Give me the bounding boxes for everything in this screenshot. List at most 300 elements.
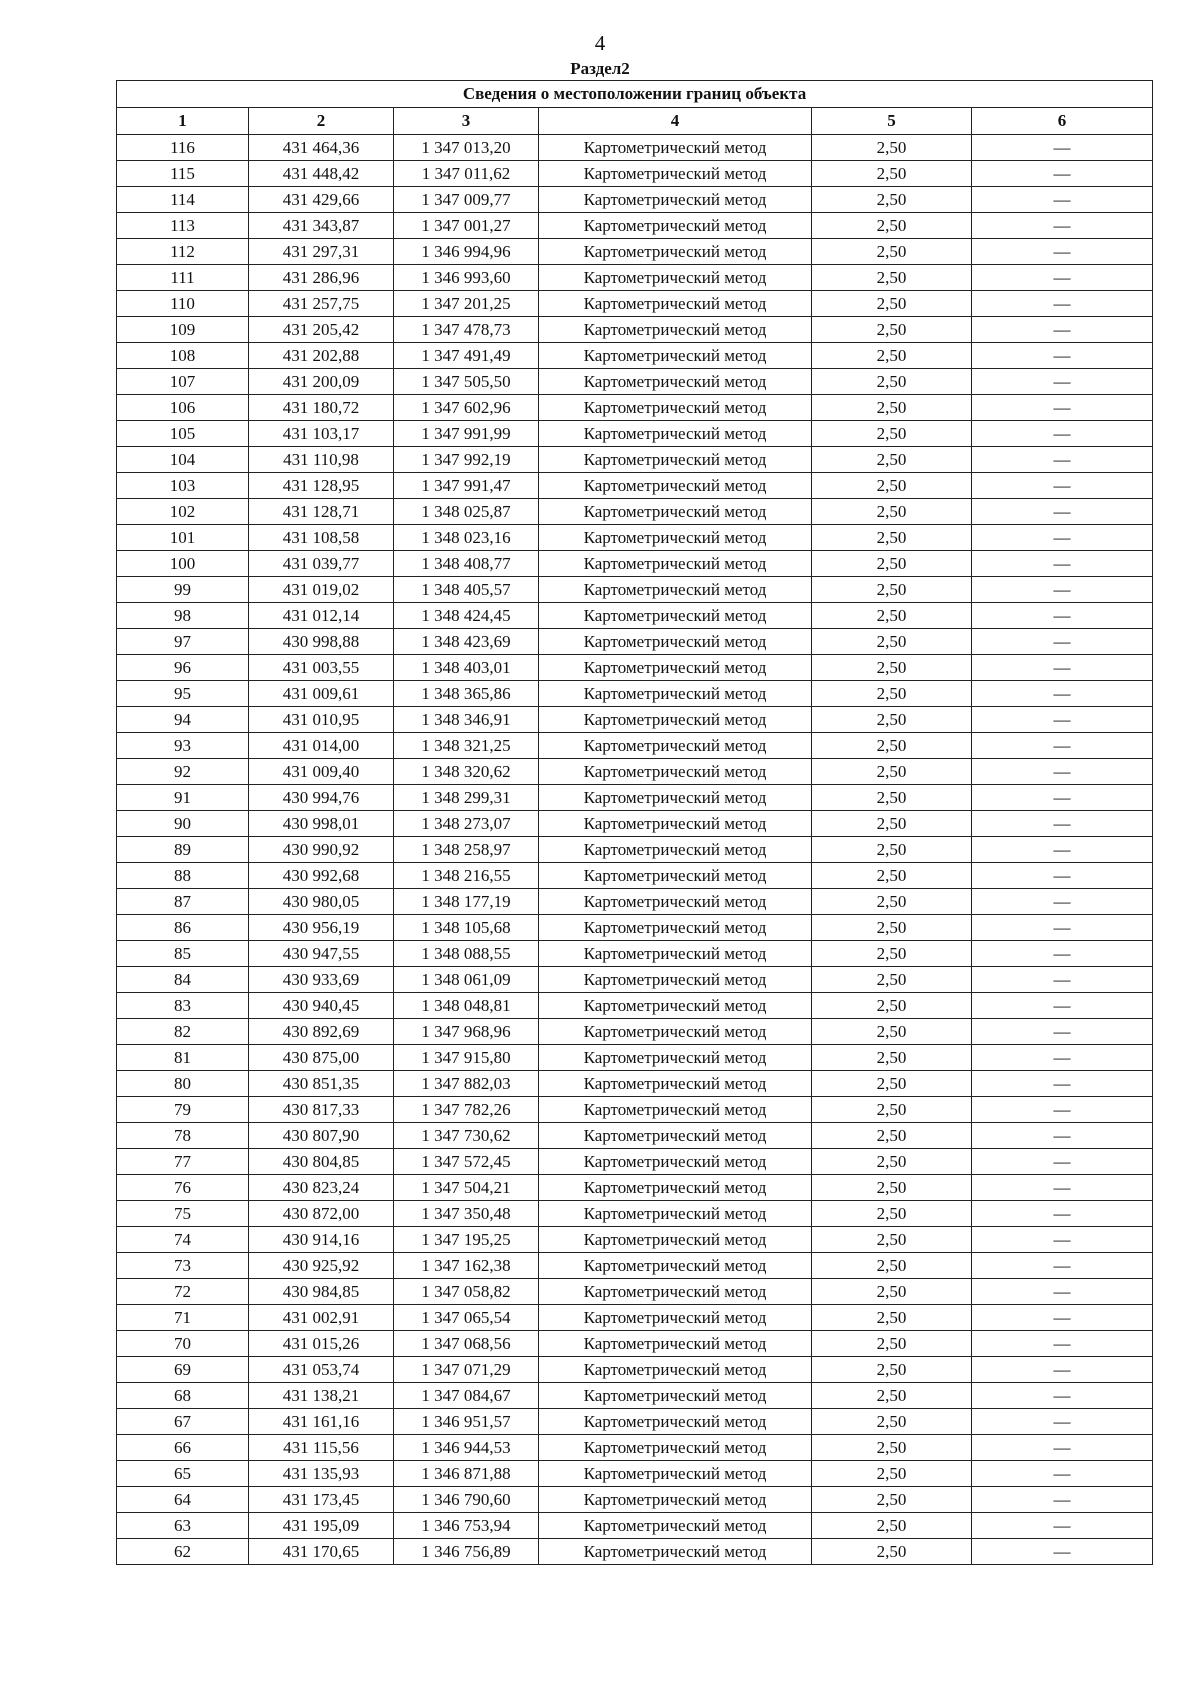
table-row (117, 135, 1153, 161)
accuracy-cell: 2,50 (812, 473, 972, 499)
method-cell: Картометрический метод (539, 239, 812, 265)
description-cell: — (972, 447, 1153, 473)
point-number-cell: 64 (117, 1487, 249, 1513)
y-coordinate-cell: 1 346 756,89 (394, 1539, 539, 1565)
y-coordinate-cell: 1 348 088,55 (394, 941, 539, 967)
accuracy-cell: 2,50 (812, 395, 972, 421)
method-cell: Картометрический метод (539, 629, 812, 655)
table-row (117, 785, 1153, 811)
point-number-cell: 108 (117, 343, 249, 369)
x-coordinate-cell: 430 980,05 (249, 889, 394, 915)
point-number-cell: 107 (117, 369, 249, 395)
description-cell: — (972, 1019, 1153, 1045)
table-caption-row (117, 81, 1153, 108)
table-row (117, 1461, 1153, 1487)
point-number-cell: 91 (117, 785, 249, 811)
accuracy-cell: 2,50 (812, 1123, 972, 1149)
description-cell: — (972, 629, 1153, 655)
description-cell: — (972, 1435, 1153, 1461)
accuracy-cell: 2,50 (812, 161, 972, 187)
point-number-cell: 80 (117, 1071, 249, 1097)
y-coordinate-cell: 1 347 882,03 (394, 1071, 539, 1097)
point-number-cell: 71 (117, 1305, 249, 1331)
y-coordinate-cell: 1 347 782,26 (394, 1097, 539, 1123)
point-number-cell: 72 (117, 1279, 249, 1305)
description-cell: — (972, 1409, 1153, 1435)
y-coordinate-cell: 1 346 994,96 (394, 239, 539, 265)
accuracy-cell: 2,50 (812, 291, 972, 317)
method-cell: Картометрический метод (539, 915, 812, 941)
accuracy-cell: 2,50 (812, 1227, 972, 1253)
table-row (117, 1279, 1153, 1305)
method-cell: Картометрический метод (539, 733, 812, 759)
y-coordinate-cell: 1 348 258,97 (394, 837, 539, 863)
x-coordinate-cell: 430 992,68 (249, 863, 394, 889)
table-row (117, 967, 1153, 993)
description-cell: — (972, 473, 1153, 499)
accuracy-cell: 2,50 (812, 1435, 972, 1461)
y-coordinate-cell: 1 348 273,07 (394, 811, 539, 837)
table-row (117, 1045, 1153, 1071)
x-coordinate-cell: 431 014,00 (249, 733, 394, 759)
x-coordinate-cell: 430 933,69 (249, 967, 394, 993)
table-row (117, 1149, 1153, 1175)
y-coordinate-cell: 1 348 023,16 (394, 525, 539, 551)
table-row (117, 1227, 1153, 1253)
y-coordinate-cell: 1 348 320,62 (394, 759, 539, 785)
column-number-6: 6 (972, 108, 1153, 135)
accuracy-cell: 2,50 (812, 1175, 972, 1201)
point-number-cell: 85 (117, 941, 249, 967)
method-cell: Картометрический метод (539, 161, 812, 187)
accuracy-cell: 2,50 (812, 1019, 972, 1045)
method-cell: Картометрический метод (539, 1227, 812, 1253)
x-coordinate-cell: 431 012,14 (249, 603, 394, 629)
y-coordinate-cell: 1 347 065,54 (394, 1305, 539, 1331)
accuracy-cell: 2,50 (812, 915, 972, 941)
table-row (117, 629, 1153, 655)
accuracy-cell: 2,50 (812, 1305, 972, 1331)
y-coordinate-cell: 1 347 013,20 (394, 135, 539, 161)
point-number-cell: 69 (117, 1357, 249, 1383)
description-cell: — (972, 265, 1153, 291)
method-cell: Картометрический метод (539, 1045, 812, 1071)
x-coordinate-cell: 430 914,16 (249, 1227, 394, 1253)
description-cell: — (972, 759, 1153, 785)
x-coordinate-cell: 431 015,26 (249, 1331, 394, 1357)
point-number-cell: 97 (117, 629, 249, 655)
method-cell: Картометрический метод (539, 941, 812, 967)
x-coordinate-cell: 431 200,09 (249, 369, 394, 395)
accuracy-cell: 2,50 (812, 343, 972, 369)
x-coordinate-cell: 430 925,92 (249, 1253, 394, 1279)
accuracy-cell: 2,50 (812, 1461, 972, 1487)
table-row (117, 551, 1153, 577)
point-number-cell: 63 (117, 1513, 249, 1539)
point-number-cell: 100 (117, 551, 249, 577)
x-coordinate-cell: 430 998,88 (249, 629, 394, 655)
description-cell: — (972, 1331, 1153, 1357)
description-cell: — (972, 239, 1153, 265)
method-cell: Картометрический метод (539, 551, 812, 577)
x-coordinate-cell: 430 994,76 (249, 785, 394, 811)
accuracy-cell: 2,50 (812, 1331, 972, 1357)
y-coordinate-cell: 1 347 478,73 (394, 317, 539, 343)
table-row (117, 889, 1153, 915)
y-coordinate-cell: 1 347 001,27 (394, 213, 539, 239)
point-number-cell: 73 (117, 1253, 249, 1279)
table-row (117, 447, 1153, 473)
accuracy-cell: 2,50 (812, 135, 972, 161)
method-cell: Картометрический метод (539, 1305, 812, 1331)
table-row (117, 265, 1153, 291)
method-cell: Картометрический метод (539, 1253, 812, 1279)
point-number-cell: 67 (117, 1409, 249, 1435)
method-cell: Картометрический метод (539, 317, 812, 343)
description-cell: — (972, 889, 1153, 915)
accuracy-cell: 2,50 (812, 551, 972, 577)
x-coordinate-cell: 431 202,88 (249, 343, 394, 369)
description-cell: — (972, 837, 1153, 863)
y-coordinate-cell: 1 348 424,45 (394, 603, 539, 629)
method-cell: Картометрический метод (539, 473, 812, 499)
description-cell: — (972, 655, 1153, 681)
description-cell: — (972, 811, 1153, 837)
x-coordinate-cell: 430 984,85 (249, 1279, 394, 1305)
method-cell: Картометрический метод (539, 1201, 812, 1227)
description-cell: — (972, 1175, 1153, 1201)
table-row (117, 915, 1153, 941)
description-cell: — (972, 681, 1153, 707)
method-cell: Картометрический метод (539, 577, 812, 603)
table-row (117, 1331, 1153, 1357)
point-number-cell: 101 (117, 525, 249, 551)
y-coordinate-cell: 1 346 871,88 (394, 1461, 539, 1487)
y-coordinate-cell: 1 347 504,21 (394, 1175, 539, 1201)
method-cell: Картометрический метод (539, 1331, 812, 1357)
accuracy-cell: 2,50 (812, 265, 972, 291)
description-cell: — (972, 915, 1153, 941)
point-number-cell: 88 (117, 863, 249, 889)
table-body (117, 135, 1153, 1565)
description-cell: — (972, 941, 1153, 967)
y-coordinate-cell: 1 348 299,31 (394, 785, 539, 811)
description-cell: — (972, 1149, 1153, 1175)
x-coordinate-cell: 430 804,85 (249, 1149, 394, 1175)
table-row (117, 343, 1153, 369)
table-row (117, 1175, 1153, 1201)
method-cell: Картометрический метод (539, 447, 812, 473)
y-coordinate-cell: 1 347 058,82 (394, 1279, 539, 1305)
description-cell: — (972, 603, 1153, 629)
column-number-1: 1 (117, 108, 249, 135)
y-coordinate-cell: 1 347 201,25 (394, 291, 539, 317)
point-number-cell: 93 (117, 733, 249, 759)
x-coordinate-cell: 430 817,33 (249, 1097, 394, 1123)
method-cell: Картометрический метод (539, 1279, 812, 1305)
method-cell: Картометрический метод (539, 1487, 812, 1513)
accuracy-cell: 2,50 (812, 707, 972, 733)
method-cell: Картометрический метод (539, 655, 812, 681)
method-cell: Картометрический метод (539, 993, 812, 1019)
point-number-cell: 110 (117, 291, 249, 317)
table-row (117, 1071, 1153, 1097)
description-cell: — (972, 1357, 1153, 1383)
point-number-cell: 77 (117, 1149, 249, 1175)
column-number-4: 4 (539, 108, 812, 135)
table-row (117, 1305, 1153, 1331)
method-cell: Картометрический метод (539, 369, 812, 395)
point-number-cell: 83 (117, 993, 249, 1019)
table-row (117, 681, 1153, 707)
y-coordinate-cell: 1 346 790,60 (394, 1487, 539, 1513)
accuracy-cell: 2,50 (812, 317, 972, 343)
method-cell: Картометрический метод (539, 785, 812, 811)
x-coordinate-cell: 431 135,93 (249, 1461, 394, 1487)
accuracy-cell: 2,50 (812, 1357, 972, 1383)
method-cell: Картометрический метод (539, 1513, 812, 1539)
x-coordinate-cell: 430 940,45 (249, 993, 394, 1019)
method-cell: Картометрический метод (539, 395, 812, 421)
table-row (117, 499, 1153, 525)
column-number-2: 2 (249, 108, 394, 135)
y-coordinate-cell: 1 348 423,69 (394, 629, 539, 655)
point-number-cell: 111 (117, 265, 249, 291)
description-cell: — (972, 213, 1153, 239)
table-row (117, 1097, 1153, 1123)
x-coordinate-cell: 430 823,24 (249, 1175, 394, 1201)
description-cell: — (972, 967, 1153, 993)
table-row (117, 655, 1153, 681)
y-coordinate-cell: 1 346 753,94 (394, 1513, 539, 1539)
y-coordinate-cell: 1 348 061,09 (394, 967, 539, 993)
accuracy-cell: 2,50 (812, 1279, 972, 1305)
point-number-cell: 76 (117, 1175, 249, 1201)
table-row (117, 1201, 1153, 1227)
table-row (117, 1435, 1153, 1461)
point-number-cell: 102 (117, 499, 249, 525)
accuracy-cell: 2,50 (812, 655, 972, 681)
y-coordinate-cell: 1 348 408,77 (394, 551, 539, 577)
x-coordinate-cell: 431 009,61 (249, 681, 394, 707)
point-number-cell: 75 (117, 1201, 249, 1227)
accuracy-cell: 2,50 (812, 1487, 972, 1513)
table-row (117, 577, 1153, 603)
method-cell: Картометрический метод (539, 265, 812, 291)
x-coordinate-cell: 431 002,91 (249, 1305, 394, 1331)
method-cell: Картометрический метод (539, 1409, 812, 1435)
x-coordinate-cell: 431 108,58 (249, 525, 394, 551)
accuracy-cell: 2,50 (812, 811, 972, 837)
description-cell: — (972, 1045, 1153, 1071)
point-number-cell: 106 (117, 395, 249, 421)
description-cell: — (972, 395, 1153, 421)
x-coordinate-cell: 431 205,42 (249, 317, 394, 343)
y-coordinate-cell: 1 347 991,47 (394, 473, 539, 499)
x-coordinate-cell: 431 297,31 (249, 239, 394, 265)
accuracy-cell: 2,50 (812, 369, 972, 395)
table-row (117, 733, 1153, 759)
table-row (117, 525, 1153, 551)
accuracy-cell: 2,50 (812, 967, 972, 993)
x-coordinate-cell: 431 039,77 (249, 551, 394, 577)
point-number-cell: 113 (117, 213, 249, 239)
table-row (117, 421, 1153, 447)
y-coordinate-cell: 1 348 048,81 (394, 993, 539, 1019)
point-number-cell: 109 (117, 317, 249, 343)
point-number-cell: 62 (117, 1539, 249, 1565)
point-number-cell: 105 (117, 421, 249, 447)
method-cell: Картометрический метод (539, 525, 812, 551)
method-cell: Картометрический метод (539, 681, 812, 707)
x-coordinate-cell: 431 161,16 (249, 1409, 394, 1435)
table-row (117, 1123, 1153, 1149)
x-coordinate-cell: 431 115,56 (249, 1435, 394, 1461)
point-number-cell: 66 (117, 1435, 249, 1461)
point-number-cell: 79 (117, 1097, 249, 1123)
x-coordinate-cell: 431 110,98 (249, 447, 394, 473)
accuracy-cell: 2,50 (812, 447, 972, 473)
table-row (117, 1019, 1153, 1045)
point-number-cell: 82 (117, 1019, 249, 1045)
y-coordinate-cell: 1 347 602,96 (394, 395, 539, 421)
accuracy-cell: 2,50 (812, 1383, 972, 1409)
description-cell: — (972, 1123, 1153, 1149)
y-coordinate-cell: 1 347 505,50 (394, 369, 539, 395)
x-coordinate-cell: 431 138,21 (249, 1383, 394, 1409)
x-coordinate-cell: 431 010,95 (249, 707, 394, 733)
x-coordinate-cell: 431 053,74 (249, 1357, 394, 1383)
description-cell: — (972, 1513, 1153, 1539)
table-row (117, 863, 1153, 889)
x-coordinate-cell: 431 019,02 (249, 577, 394, 603)
y-coordinate-cell: 1 346 944,53 (394, 1435, 539, 1461)
description-cell: — (972, 421, 1153, 447)
x-coordinate-cell: 430 851,35 (249, 1071, 394, 1097)
point-number-cell: 90 (117, 811, 249, 837)
method-cell: Картометрический метод (539, 291, 812, 317)
method-cell: Картометрический метод (539, 1435, 812, 1461)
table-row (117, 707, 1153, 733)
table-row (117, 1487, 1153, 1513)
table-row (117, 161, 1153, 187)
accuracy-cell: 2,50 (812, 681, 972, 707)
table-row (117, 187, 1153, 213)
method-cell: Картометрический метод (539, 1357, 812, 1383)
point-number-cell: 99 (117, 577, 249, 603)
point-number-cell: 98 (117, 603, 249, 629)
table-row (117, 317, 1153, 343)
y-coordinate-cell: 1 346 993,60 (394, 265, 539, 291)
y-coordinate-cell: 1 348 105,68 (394, 915, 539, 941)
accuracy-cell: 2,50 (812, 837, 972, 863)
method-cell: Картометрический метод (539, 421, 812, 447)
description-cell: — (972, 317, 1153, 343)
point-number-cell: 87 (117, 889, 249, 915)
y-coordinate-cell: 1 347 915,80 (394, 1045, 539, 1071)
method-cell: Картометрический метод (539, 213, 812, 239)
point-number-cell: 89 (117, 837, 249, 863)
y-coordinate-cell: 1 347 992,19 (394, 447, 539, 473)
method-cell: Картометрический метод (539, 1383, 812, 1409)
description-cell: — (972, 525, 1153, 551)
method-cell: Картометрический метод (539, 499, 812, 525)
table-row (117, 1409, 1153, 1435)
boundary-coordinates-table (116, 80, 1153, 1565)
section-title: Раздел2 (570, 59, 630, 78)
x-coordinate-cell: 430 998,01 (249, 811, 394, 837)
point-number-cell: 112 (117, 239, 249, 265)
description-cell: — (972, 707, 1153, 733)
method-cell: Картометрический метод (539, 1123, 812, 1149)
x-coordinate-cell: 430 990,92 (249, 837, 394, 863)
y-coordinate-cell: 1 347 195,25 (394, 1227, 539, 1253)
column-number-5: 5 (812, 108, 972, 135)
description-cell: — (972, 733, 1153, 759)
accuracy-cell: 2,50 (812, 889, 972, 915)
point-number-cell: 84 (117, 967, 249, 993)
accuracy-cell: 2,50 (812, 603, 972, 629)
x-coordinate-cell: 430 807,90 (249, 1123, 394, 1149)
point-number-cell: 103 (117, 473, 249, 499)
accuracy-cell: 2,50 (812, 1071, 972, 1097)
point-number-cell: 65 (117, 1461, 249, 1487)
method-cell: Картометрический метод (539, 811, 812, 837)
description-cell: — (972, 1383, 1153, 1409)
table-row (117, 369, 1153, 395)
point-number-cell: 104 (117, 447, 249, 473)
x-coordinate-cell: 430 947,55 (249, 941, 394, 967)
accuracy-cell: 2,50 (812, 629, 972, 655)
table-caption: Сведения о местоположении границ объекта (117, 81, 1153, 108)
table-row (117, 603, 1153, 629)
table-row (117, 1383, 1153, 1409)
table-row (117, 213, 1153, 239)
table-row (117, 993, 1153, 1019)
x-coordinate-cell: 431 170,65 (249, 1539, 394, 1565)
y-coordinate-cell: 1 347 968,96 (394, 1019, 539, 1045)
column-number-3: 3 (394, 108, 539, 135)
point-number-cell: 116 (117, 135, 249, 161)
x-coordinate-cell: 431 448,42 (249, 161, 394, 187)
method-cell: Картометрический метод (539, 1149, 812, 1175)
accuracy-cell: 2,50 (812, 1539, 972, 1565)
method-cell: Картометрический метод (539, 343, 812, 369)
table-row (117, 1539, 1153, 1565)
page-number: 4 (594, 31, 606, 55)
y-coordinate-cell: 1 347 084,67 (394, 1383, 539, 1409)
accuracy-cell: 2,50 (812, 993, 972, 1019)
description-cell: — (972, 1487, 1153, 1513)
point-number-cell: 81 (117, 1045, 249, 1071)
accuracy-cell: 2,50 (812, 863, 972, 889)
table-row (117, 1253, 1153, 1279)
y-coordinate-cell: 1 348 177,19 (394, 889, 539, 915)
table-row (117, 759, 1153, 785)
accuracy-cell: 2,50 (812, 1097, 972, 1123)
method-cell: Картометрический метод (539, 707, 812, 733)
y-coordinate-cell: 1 347 071,29 (394, 1357, 539, 1383)
description-cell: — (972, 785, 1153, 811)
description-cell: — (972, 499, 1153, 525)
method-cell: Картометрический метод (539, 187, 812, 213)
description-cell: — (972, 1461, 1153, 1487)
accuracy-cell: 2,50 (812, 785, 972, 811)
accuracy-cell: 2,50 (812, 499, 972, 525)
point-number-cell: 96 (117, 655, 249, 681)
table-row (117, 239, 1153, 265)
method-cell: Картометрический метод (539, 863, 812, 889)
